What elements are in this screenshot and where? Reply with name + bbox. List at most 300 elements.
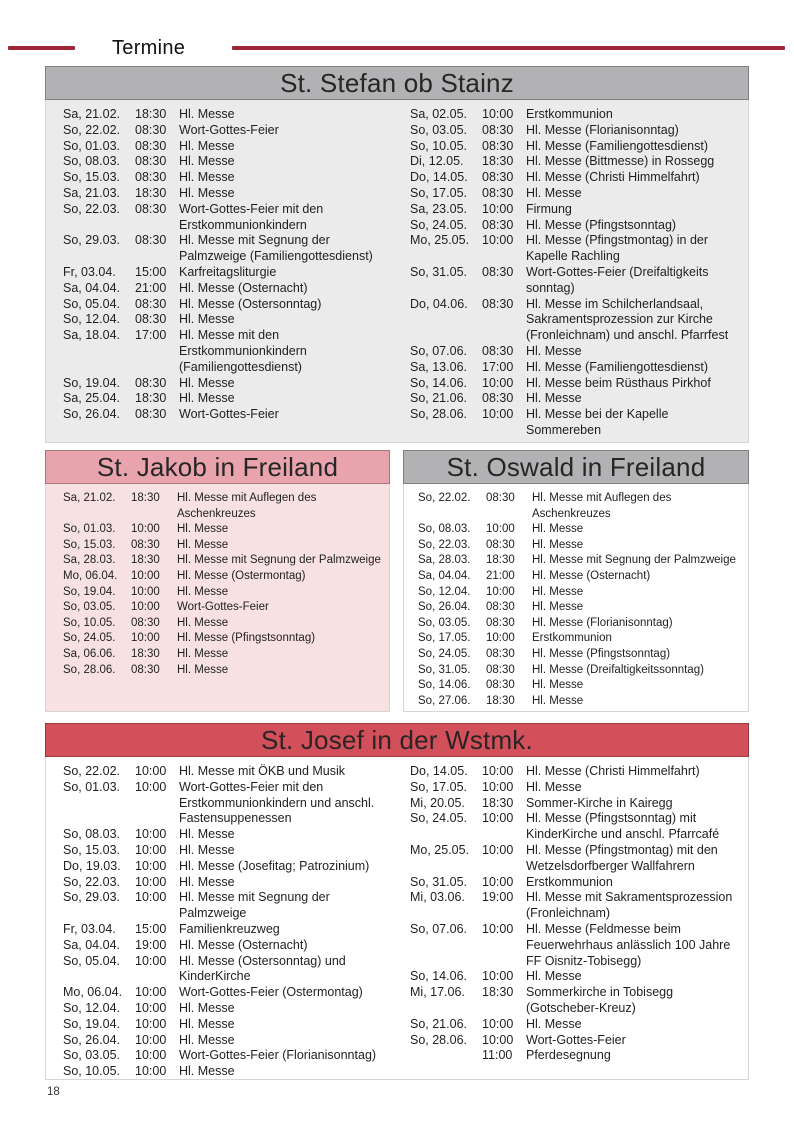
schedule-body	[45, 100, 749, 443]
row-time: 08:30	[135, 375, 167, 390]
row-date: So, 08.03.	[63, 827, 120, 842]
row-event: Hl. Messe	[526, 343, 582, 358]
schedule-row	[410, 202, 744, 218]
row-time: 10:00	[135, 858, 167, 873]
row-date: So, 03.05.	[418, 616, 471, 629]
schedule-row	[63, 1033, 393, 1049]
schedule-column	[404, 491, 748, 709]
row-date: Sa, 21.02.	[63, 107, 120, 121]
row-event: Hl. Messe	[179, 1000, 235, 1015]
row-event: Hl. Messe	[177, 523, 229, 536]
schedule-row	[63, 1048, 393, 1064]
schedule-row	[63, 954, 393, 986]
row-time: 10:00	[482, 233, 514, 248]
row-event: Hl. Messe (Osternacht)	[179, 280, 308, 295]
row-event: Hl. Messe	[526, 1016, 582, 1031]
row-event: Pferdesegnung	[526, 1048, 611, 1063]
row-event: Hl. Messe (Florianisonntag)	[532, 616, 673, 629]
schedule-row	[410, 890, 744, 922]
row-time: 08:30	[482, 296, 514, 311]
row-event: Hl. Messe	[179, 185, 235, 200]
schedule-row	[410, 376, 744, 392]
row-event: Hl. Messe (Pfingstsonntag)	[177, 632, 316, 645]
row-date: So, 24.05.	[410, 811, 467, 826]
schedule-row	[63, 265, 393, 281]
row-time: 10:00	[482, 969, 514, 984]
schedule-row	[63, 376, 393, 392]
row-time: 08:30	[482, 170, 514, 185]
row-event: Hl. Messe	[179, 375, 235, 390]
section-title: St. Josef in der Wstmk.	[261, 724, 533, 755]
row-time: 10:00	[482, 779, 514, 794]
schedule-row	[63, 202, 393, 234]
row-time: 08:30	[135, 154, 167, 169]
schedule-row	[63, 553, 385, 569]
schedule-row	[63, 297, 393, 313]
row-time: 19:00	[482, 890, 514, 905]
row-event: Hl. Messe im Schilcherlandsaal, Sakramentsprozession zur Kirche (Fronleichnam) und anschl. Pfarrfest	[526, 296, 729, 343]
schedule-row	[410, 1033, 744, 1049]
row-date: So, 03.05.	[63, 601, 116, 614]
section-st-oswald	[403, 450, 749, 712]
row-time: 21:00	[135, 280, 167, 295]
row-date: So, 28.06.	[63, 663, 116, 676]
row-date: Mo, 06.04.	[63, 985, 123, 1000]
schedule-row	[410, 139, 744, 155]
row-date	[410, 1048, 482, 1064]
row-event: Sommer-Kirche in Kairegg	[526, 795, 673, 810]
row-time: 18:30	[482, 795, 514, 810]
row-date: So, 17.05.	[410, 779, 467, 794]
row-event: Wort-Gottes-Feier	[179, 407, 279, 422]
schedule-column	[46, 491, 389, 678]
schedule-row	[63, 328, 393, 375]
schedule-row	[63, 391, 393, 407]
schedule-row	[63, 233, 393, 265]
row-time: 08:30	[482, 264, 514, 279]
row-time: 10:00	[486, 585, 515, 598]
row-date: Mo, 25.05.	[410, 842, 470, 857]
row-date: So, 05.04.	[63, 953, 120, 968]
schedule-row	[63, 875, 393, 891]
row-date: Mi, 03.06.	[410, 890, 465, 905]
row-event: Hl. Messe (Christi Himmelfahrt)	[526, 170, 700, 185]
row-time: 08:30	[131, 616, 160, 629]
row-date: So, 03.05.	[410, 122, 467, 137]
schedule-row	[410, 360, 744, 376]
schedule-row	[418, 647, 744, 663]
schedule-row	[63, 647, 385, 663]
row-event: Hl. Messe	[177, 538, 229, 551]
schedule-row	[418, 585, 744, 601]
row-date: Di, 12.05.	[410, 154, 464, 169]
row-date: So, 24.05.	[418, 647, 471, 660]
row-event: Hl. Messe mit Segnung der Palmzweige	[179, 890, 330, 921]
row-date: Do, 19.03.	[63, 858, 121, 873]
row-time: 10:00	[135, 1000, 167, 1015]
row-date: So, 22.02.	[63, 122, 120, 137]
schedule-row	[63, 139, 393, 155]
row-time: 10:00	[131, 632, 160, 645]
row-event: Wort-Gottes-Feier	[179, 122, 279, 137]
row-event: Hl. Messe	[179, 107, 235, 121]
row-event: Karfreitagsliturgie	[179, 264, 277, 279]
schedule-row	[63, 764, 393, 780]
row-time: 18:30	[135, 107, 167, 121]
row-event: Hl. Messe (Ostersonntag)	[179, 296, 322, 311]
row-event: Hl. Messe	[532, 538, 584, 551]
row-time: 10:00	[482, 811, 514, 826]
row-time: 08:30	[135, 312, 167, 327]
row-date: So, 31.05.	[418, 663, 471, 676]
row-date: Sa, 21.02.	[63, 492, 116, 504]
row-event: Hl. Messe	[177, 663, 229, 676]
row-time: 08:30	[135, 201, 167, 216]
row-event: Hl. Messe	[526, 185, 582, 200]
row-event: Erstkommunion	[526, 874, 613, 889]
row-time: 10:00	[482, 1016, 514, 1031]
row-time: 08:30	[135, 170, 167, 185]
row-event: Hl. Messe (Familiengottesdienst)	[526, 359, 709, 374]
row-event: Hl. Messe (Dreifaltigkeitssonntag)	[532, 663, 704, 676]
schedule-row	[63, 407, 393, 423]
row-date: Mo, 25.05.	[410, 233, 470, 248]
row-event: Hl. Messe mit Sakramentsprozession (Fronleichnam)	[526, 890, 733, 921]
row-time: 10:00	[135, 985, 167, 1000]
row-time: 08:30	[135, 233, 167, 248]
row-time: 08:30	[482, 391, 514, 406]
row-time: 08:30	[482, 343, 514, 358]
row-time: 10:00	[135, 890, 167, 905]
row-time: 10:00	[135, 827, 167, 842]
row-time: 18:30	[486, 694, 515, 707]
schedule-row	[63, 827, 393, 843]
row-time: 08:30	[486, 616, 515, 629]
section-header-st-stefan	[45, 66, 749, 100]
row-time: 08:30	[135, 407, 167, 422]
row-time: 10:00	[131, 523, 160, 536]
schedule-row	[63, 780, 393, 827]
row-event: Hl. Messe	[179, 1032, 235, 1047]
row-event: Hl. Messe	[179, 170, 235, 185]
schedule-row	[63, 186, 393, 202]
row-date: So, 10.05.	[410, 138, 467, 153]
row-date: So, 01.03.	[63, 779, 120, 794]
row-time: 10:00	[135, 953, 167, 968]
schedule-row	[410, 796, 744, 812]
row-event: Hl. Messe mit Segnung der Palmzweige	[532, 554, 736, 567]
schedule-row	[410, 875, 744, 891]
row-time: 10:00	[135, 1032, 167, 1047]
schedule-row	[63, 538, 385, 554]
row-event: Erstkommunion	[532, 632, 612, 645]
row-date: So, 17.05.	[410, 185, 467, 200]
schedule-row	[63, 170, 393, 186]
row-date: Mi, 20.05.	[410, 795, 465, 810]
row-date: So, 22.03.	[63, 201, 120, 216]
row-time: 15:00	[135, 264, 167, 279]
row-date: So, 10.05.	[63, 1064, 120, 1079]
schedule-row	[418, 600, 744, 616]
row-date: So, 15.03.	[63, 538, 116, 551]
schedule-row	[410, 297, 744, 344]
row-time: 08:30	[486, 538, 515, 551]
row-time: 17:00	[482, 359, 514, 374]
row-time: 08:30	[486, 663, 515, 676]
row-time: 08:30	[486, 647, 515, 660]
schedule-row	[63, 922, 393, 938]
row-date: So, 24.05.	[63, 632, 116, 645]
row-event: Hl. Messe mit Auflegen des Aschenkreuzes	[532, 492, 672, 520]
schedule-row	[63, 491, 385, 522]
row-date: So, 08.03.	[418, 523, 471, 536]
schedule-row	[410, 154, 744, 170]
schedule-row	[410, 233, 744, 265]
row-event: Hl. Messe	[179, 842, 235, 857]
row-time: 10:00	[135, 1064, 167, 1079]
header-rule-left	[8, 46, 75, 50]
schedule-row	[418, 616, 744, 632]
row-event: Hl. Messe mit den Erstkommunionkindern (Familiengottesdienst)	[179, 328, 307, 374]
row-date: Sa, 25.04.	[63, 391, 120, 406]
schedule-row	[63, 123, 393, 139]
row-date: Sa, 04.04.	[418, 569, 471, 582]
row-event: Hl. Messe	[177, 616, 229, 629]
row-event: Hl. Messe (Christi Himmelfahrt)	[526, 764, 700, 778]
row-time: 10:00	[135, 764, 167, 778]
section-st-jakob	[45, 450, 390, 712]
schedule-row	[410, 186, 744, 202]
row-date: So, 03.05.	[63, 1048, 120, 1063]
row-event: Hl. Messe	[532, 679, 584, 692]
row-event: Hl. Messe (Pfingstsonntag) mit KinderKirche und anschl. Pfarrcafé	[526, 811, 720, 842]
schedule-row	[63, 1017, 393, 1033]
row-date: So, 26.04.	[63, 407, 120, 422]
row-time: 10:00	[135, 1048, 167, 1063]
row-time: 10:00	[135, 842, 167, 857]
schedule-row	[63, 107, 393, 123]
page-header	[0, 38, 794, 58]
row-event: Hl. Messe	[532, 523, 584, 536]
schedule-row	[63, 616, 385, 632]
row-event: Hl. Messe	[526, 391, 582, 406]
row-event: Wort-Gottes-Feier (Florianisonntag)	[179, 1048, 377, 1063]
row-date: So, 19.04.	[63, 585, 116, 598]
schedule-row	[418, 569, 744, 585]
row-time: 10:00	[486, 632, 515, 645]
row-time: 10:00	[135, 874, 167, 889]
row-time: 08:30	[486, 601, 515, 614]
row-date: So, 22.02.	[63, 764, 120, 778]
row-time: 10:00	[486, 523, 515, 536]
row-event: Hl. Messe	[177, 647, 229, 660]
schedule-row	[63, 859, 393, 875]
row-time: 10:00	[131, 601, 160, 614]
schedule-row	[63, 1001, 393, 1017]
row-date: Sa, 04.04.	[63, 937, 120, 952]
row-event: Hl. Messe	[532, 694, 584, 707]
row-event: Familienkreuzweg	[179, 921, 280, 936]
schedule-row	[418, 553, 744, 569]
schedule-row	[410, 265, 744, 297]
row-event: Hl. Messe (Familiengottesdienst)	[526, 138, 709, 153]
row-time: 19:00	[135, 937, 167, 952]
row-event: Hl. Messe (Osternacht)	[179, 937, 308, 952]
row-event: Wort-Gottes-Feier mit den Erstkommunionkindern	[179, 201, 324, 232]
schedule-row	[63, 281, 393, 297]
row-event: Hl. Messe mit Auflegen des Aschenkreuzes	[177, 492, 317, 520]
row-time: 10:00	[482, 874, 514, 889]
row-date: So, 28.06.	[410, 407, 467, 422]
row-time: 10:00	[482, 1032, 514, 1047]
row-event: Hl. Messe mit ÖKB und Musik	[179, 764, 346, 778]
schedule-row	[410, 107, 744, 123]
schedule-row	[418, 522, 744, 538]
row-time: 18:30	[131, 647, 160, 660]
row-date: Sa, 18.04.	[63, 328, 120, 343]
schedule-row	[63, 1064, 393, 1080]
row-date: So, 29.03.	[63, 890, 120, 905]
row-time: 08:30	[486, 492, 515, 504]
schedule-row	[410, 123, 744, 139]
row-date: So, 24.05.	[410, 217, 467, 232]
row-event: Hl. Messe (Pfingstmontag) in der Kapelle Rachling	[526, 233, 709, 264]
schedule-row	[410, 969, 744, 985]
row-date: Fr, 03.04.	[63, 921, 116, 936]
section-st-stefan	[45, 66, 749, 443]
row-time: 10:00	[131, 585, 160, 598]
row-date: Do, 14.05.	[410, 764, 468, 778]
row-time: 10:00	[135, 1016, 167, 1031]
row-date: So, 22.03.	[418, 538, 471, 551]
section-title: St. Stefan ob Stainz	[280, 67, 514, 98]
row-date: So, 21.06.	[410, 1016, 467, 1031]
schedule-row	[410, 344, 744, 360]
row-time: 08:30	[482, 217, 514, 232]
row-time: 10:00	[482, 375, 514, 390]
row-date: So, 22.02.	[418, 492, 471, 504]
schedule-row	[418, 678, 744, 694]
schedule-row	[418, 538, 744, 554]
row-event: Hl. Messe (Josefitag; Patrozinium)	[179, 858, 370, 873]
schedule-row	[418, 663, 744, 679]
row-time: 08:30	[482, 138, 514, 153]
row-time: 10:00	[482, 107, 514, 121]
schedule-row	[410, 985, 744, 1017]
section-header-st-oswald	[403, 450, 749, 484]
row-date: Sa, 04.04.	[63, 280, 120, 295]
row-event: Hl. Messe mit Segnung der Palmzweige (Familiengottesdienst)	[179, 233, 373, 264]
schedule-row	[63, 154, 393, 170]
row-date: So, 15.03.	[63, 170, 120, 185]
schedule-row	[63, 843, 393, 859]
row-event: Hl. Messe	[526, 969, 582, 984]
row-event: Wort-Gottes-Feier mit den Erstkommunionkindern und anschl. Fastensuppenessen	[179, 779, 375, 826]
row-event: Hl. Messe	[532, 585, 584, 598]
schedule-row	[410, 218, 744, 234]
row-time: 18:30	[131, 492, 160, 504]
row-date: So, 14.06.	[410, 375, 467, 390]
row-date: So, 12.04.	[63, 312, 120, 327]
section-header-st-josef	[45, 723, 749, 757]
schedule-column-right	[397, 764, 748, 1079]
row-time: 18:30	[482, 154, 514, 169]
schedule-row	[418, 631, 744, 647]
row-date: So, 19.04.	[63, 375, 120, 390]
row-time: 18:30	[135, 185, 167, 200]
row-event: Wort-Gottes-Feier (Ostermontag)	[179, 985, 363, 1000]
row-time: 18:30	[486, 554, 515, 567]
row-event: Sommerkirche in Tobisegg (Gotscheber-Kreuz)	[526, 985, 674, 1015]
row-event: Hl. Messe (Ostersonntag) und KinderKirche	[179, 953, 346, 984]
row-event: Hl. Messe	[179, 138, 235, 153]
row-event: Hl. Messe	[179, 312, 235, 327]
schedule-body	[403, 484, 749, 712]
row-time: 15:00	[135, 921, 167, 936]
row-event: Hl. Messe (Bittmesse) in Rossegg	[526, 154, 715, 169]
schedule-row	[410, 811, 744, 843]
schedule-row	[410, 1048, 744, 1064]
schedule-row	[63, 585, 385, 601]
row-event: Hl. Messe beim Rüsthaus Pirkhof	[526, 375, 711, 390]
row-event: Hl. Messe	[526, 779, 582, 794]
row-date: So, 14.06.	[418, 679, 471, 692]
row-event: Hl. Messe	[179, 1016, 235, 1031]
schedule-row	[63, 312, 393, 328]
row-event: Hl. Messe (Pfingstmontag) mit den Wetzelsdorfberger Wallfahrern	[526, 842, 718, 873]
schedule-row	[418, 491, 744, 522]
row-date: So, 22.03.	[63, 874, 120, 889]
page-number: 18	[47, 1086, 60, 1098]
row-date: Sa, 13.06.	[410, 359, 467, 374]
row-date: Sa, 02.05.	[410, 107, 467, 121]
row-event: Hl. Messe	[179, 1064, 235, 1079]
row-time: 10:00	[131, 569, 160, 582]
row-date: So, 31.05.	[410, 264, 467, 279]
row-event: Wort-Gottes-Feier	[526, 1032, 626, 1047]
row-date: So, 28.06.	[410, 1032, 467, 1047]
schedule-row	[63, 663, 385, 679]
row-time: 08:30	[482, 122, 514, 137]
row-time: 08:30	[135, 296, 167, 311]
row-event: Hl. Messe	[179, 154, 235, 169]
section-title: St. Oswald in Freiland	[446, 451, 706, 482]
row-date: So, 17.05.	[418, 632, 471, 645]
row-event: Hl. Messe (Osternacht)	[532, 569, 651, 582]
row-date: So, 05.04.	[63, 296, 120, 311]
schedule-row	[63, 522, 385, 538]
row-event: Hl. Messe	[179, 874, 235, 889]
row-event: Hl. Messe (Pfingstsonntag)	[532, 647, 671, 660]
row-date: So, 27.06.	[418, 694, 471, 707]
schedule-row	[410, 407, 744, 439]
row-date: So, 26.04.	[418, 601, 471, 614]
row-event: Hl. Messe	[179, 391, 235, 406]
row-date: Do, 14.05.	[410, 170, 468, 185]
schedule-column-left	[46, 764, 397, 1079]
schedule-row	[63, 985, 393, 1001]
row-date: So, 01.03.	[63, 523, 116, 536]
row-event: Hl. Messe	[532, 601, 584, 614]
schedule-column-left	[46, 107, 397, 442]
row-time: 10:00	[482, 921, 514, 936]
section-header-st-jakob	[45, 450, 390, 484]
row-time: 21:00	[486, 569, 515, 582]
row-time: 08:30	[135, 122, 167, 137]
row-date: So, 31.05.	[410, 874, 467, 889]
schedule-row	[63, 600, 385, 616]
row-time: 08:30	[131, 538, 160, 551]
